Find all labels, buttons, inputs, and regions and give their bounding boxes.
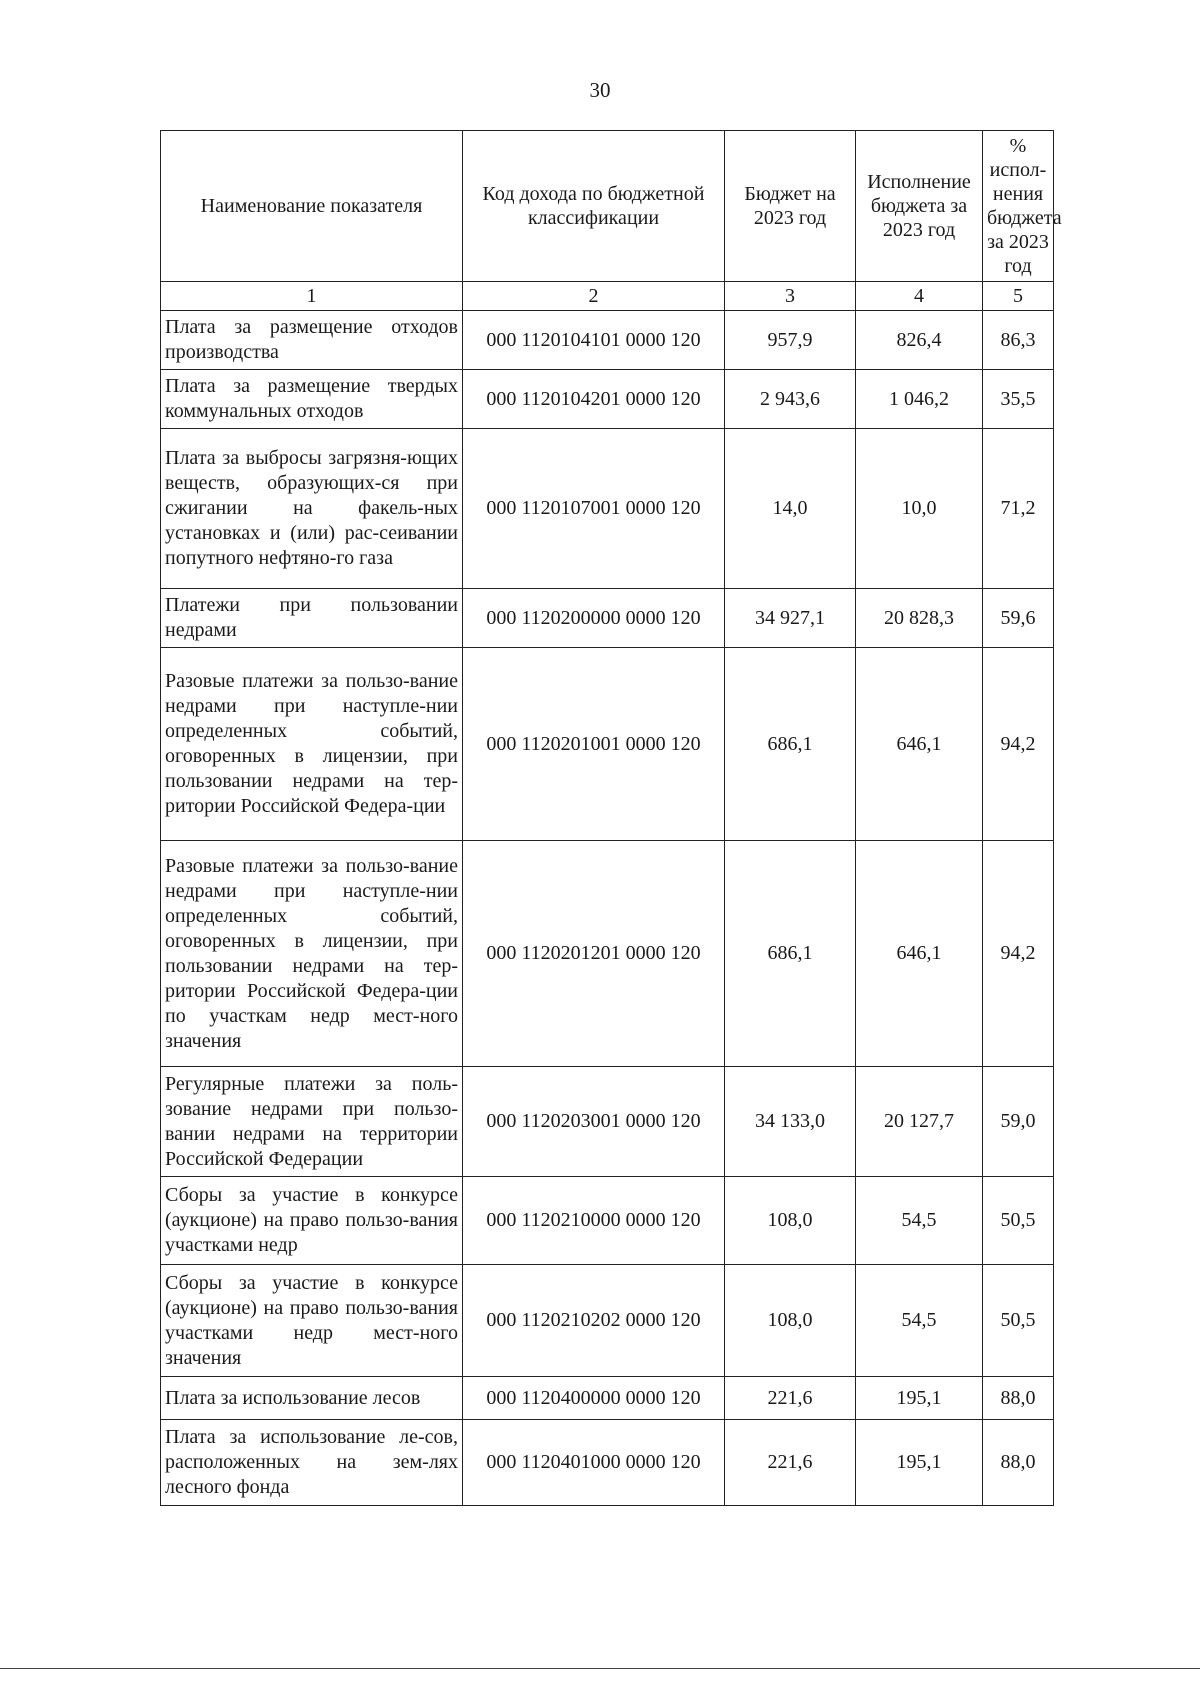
row-percent: 86,3	[983, 311, 1054, 370]
row-execution: 195,1	[856, 1420, 983, 1506]
row-execution: 10,0	[856, 429, 983, 589]
row-code: 000 1120201001 0000 120	[463, 648, 725, 841]
row-percent: 88,0	[983, 1420, 1054, 1506]
row-budget: 108,0	[725, 1265, 856, 1377]
table-body	[161, 282, 1054, 1506]
table-row	[161, 1067, 1054, 1177]
table-row	[161, 1377, 1054, 1420]
row-name: Плата за размещение твердых коммунальных отходов	[161, 370, 463, 429]
table-row	[161, 1265, 1054, 1377]
row-code: 000 1120104201 0000 120	[463, 370, 725, 429]
table-row	[161, 370, 1054, 429]
row-execution: 20 127,7	[856, 1067, 983, 1177]
row-code: 000 1120401000 0000 120	[463, 1420, 725, 1506]
row-name: Плата за использование ле-сов, расположенных на зем-лях лесного фонда	[161, 1420, 463, 1506]
column-number: 5	[983, 282, 1054, 311]
table-row	[161, 648, 1054, 841]
row-percent: 35,5	[983, 370, 1054, 429]
row-percent: 71,2	[983, 429, 1054, 589]
row-budget: 14,0	[725, 429, 856, 589]
row-percent: 88,0	[983, 1377, 1054, 1420]
table-row	[161, 429, 1054, 589]
row-code: 000 1120203001 0000 120	[463, 1067, 725, 1177]
row-name: Регулярные платежи за поль-зование недрами при пользо-вании недрами на территории Российской Федерации	[161, 1067, 463, 1177]
row-code: 000 1120210000 0000 120	[463, 1177, 725, 1265]
row-budget: 108,0	[725, 1177, 856, 1265]
row-budget: 34 133,0	[725, 1067, 856, 1177]
header-budget: Бюджет на 2023 год	[725, 131, 856, 282]
row-execution: 54,5	[856, 1177, 983, 1265]
row-budget: 686,1	[725, 648, 856, 841]
column-number: 1	[161, 282, 463, 311]
table-row	[161, 1420, 1054, 1506]
column-number: 3	[725, 282, 856, 311]
column-number-row	[161, 282, 1054, 311]
row-percent: 94,2	[983, 648, 1054, 841]
header-row	[161, 131, 1054, 282]
column-number: 4	[856, 282, 983, 311]
row-budget: 686,1	[725, 841, 856, 1067]
table-row	[161, 1177, 1054, 1265]
header-income-code: Код дохода по бюджетной классификации	[463, 131, 725, 282]
row-budget: 221,6	[725, 1377, 856, 1420]
page-bottom-rule	[0, 1668, 1200, 1669]
row-name: Платежи при пользовании недрами	[161, 589, 463, 648]
row-execution: 54,5	[856, 1265, 983, 1377]
row-code: 000 1120200000 0000 120	[463, 589, 725, 648]
row-name: Сборы за участие в конкурсе (аукционе) на право пользо-вания участками недр мест-ного значения	[161, 1265, 463, 1377]
row-name: Разовые платежи за пользо-вание недрами при наступле-нии определенных событий, оговоренных в лицензии, при пользовании недрами на тер-ритории Российской Федера-ции по участкам недр мест-ного значения	[161, 841, 463, 1067]
row-name: Плата за размещение отходов производства	[161, 311, 463, 370]
row-percent: 50,5	[983, 1265, 1054, 1377]
row-code: 000 1120400000 0000 120	[463, 1377, 725, 1420]
budget-table	[160, 130, 1062, 1506]
row-budget: 2 943,6	[725, 370, 856, 429]
table-row	[161, 311, 1054, 370]
column-number: 2	[463, 282, 725, 311]
row-percent: 59,6	[983, 589, 1054, 648]
row-name: Плата за использование лесов	[161, 1377, 463, 1420]
page-number: 30	[589, 78, 611, 102]
row-execution: 646,1	[856, 841, 983, 1067]
row-code: 000 1120104101 0000 120	[463, 311, 725, 370]
row-budget: 957,9	[725, 311, 856, 370]
row-execution: 826,4	[856, 311, 983, 370]
row-name: Сборы за участие в конкурсе (аукционе) на право пользо-вания участками недр	[161, 1177, 463, 1265]
row-execution: 1 046,2	[856, 370, 983, 429]
row-execution: 20 828,3	[856, 589, 983, 648]
header-indicator-name: Наименование показателя	[161, 131, 463, 282]
table-row	[161, 589, 1054, 648]
row-percent: 94,2	[983, 841, 1054, 1067]
header-percent: % испол-нения бюджета за 2023 год	[983, 131, 1054, 282]
table-row	[161, 841, 1054, 1067]
row-execution: 195,1	[856, 1377, 983, 1420]
row-percent: 59,0	[983, 1067, 1054, 1177]
row-percent: 50,5	[983, 1177, 1054, 1265]
header-execution: Исполнение бюджета за 2023 год	[856, 131, 983, 282]
row-budget: 34 927,1	[725, 589, 856, 648]
row-code: 000 1120210202 0000 120	[463, 1265, 725, 1377]
table-header	[161, 131, 1062, 282]
row-code: 000 1120201201 0000 120	[463, 841, 725, 1067]
row-code: 000 1120107001 0000 120	[463, 429, 725, 589]
row-execution: 646,1	[856, 648, 983, 841]
row-name: Плата за выбросы загрязня-ющих веществ, образующих-ся при сжигании на факель-ных установках и (или) рас-сеивании попутного нефтяно-го газа	[161, 429, 463, 589]
row-budget: 221,6	[725, 1420, 856, 1506]
row-name: Разовые платежи за пользо-вание недрами при наступле-нии определенных событий, оговоренных в лицензии, при пользовании недрами на тер-ритории Российской Федера-ции	[161, 648, 463, 841]
